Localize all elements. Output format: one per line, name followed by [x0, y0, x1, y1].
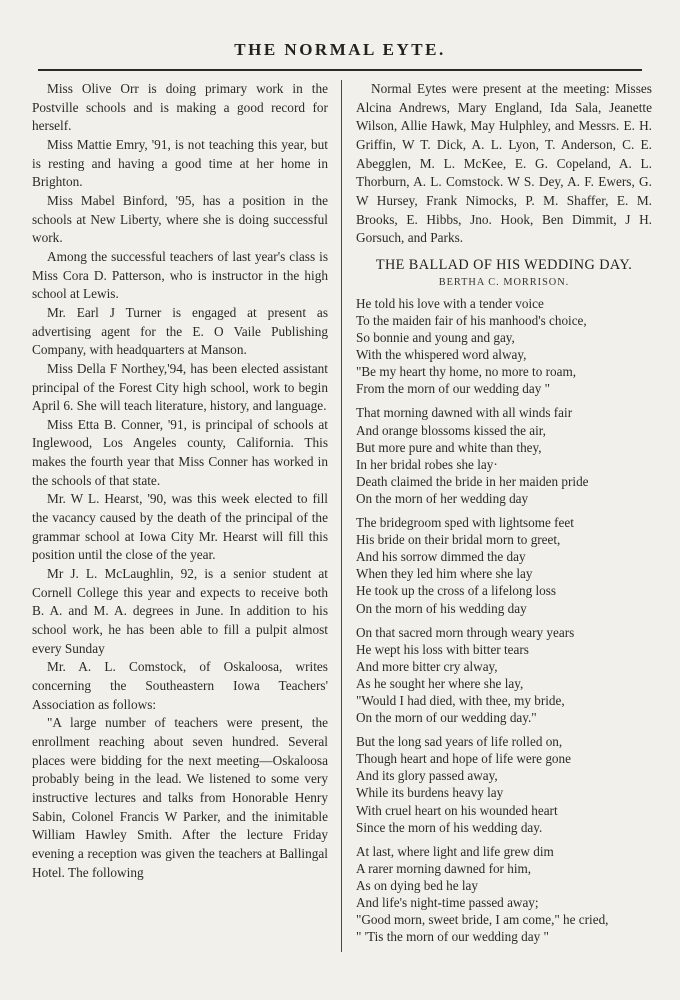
poem-line: Though heart and hope of life were gone	[356, 751, 571, 767]
news-item: Miss Olive Orr is doing primary work in the Postville schools and is making a good record for herself.	[32, 81, 328, 134]
attendees-paragraph: Normal Eytes were present at the meeting: Misses Alcina Andrews, Mary England, Ida Sala, Jeanette Wilson, Allie Hawk, May Hulphley, and Messrs. E. H. Griffin, W T. Dick, A. L. Lyon, T. Anderson, C. E. Abegglen, M. L. McKee, E. G. Copeland, A. L. Thorburn, A. L. Comstock. W S. Dey, A. F. Ewers, G. W Hursey, Frank Nimocks, P. M. Shaffer, E. M. Brooks, E. Hibbs, Jno. Hook, Ben Dimmit, J H. Gorsuch, and Parks.	[356, 81, 652, 246]
poem-line: With the whispered word alway,	[356, 347, 527, 363]
poem-stanza	[356, 843, 652, 946]
poem-line: Since the morn of his wedding day.	[356, 819, 543, 835]
two-column-layout	[32, 80, 652, 952]
poem-line: While its burdens heavy lay	[356, 785, 504, 801]
poem-stanza	[356, 295, 652, 398]
news-item: Among the successful teachers of last year's class is Miss Cora D. Patterson, who is instructor in the high school at Lewis.	[32, 248, 328, 302]
poem-line: He took up the cross of a lifelong loss	[356, 583, 556, 599]
poem-line: He told his love with a tender voice	[356, 295, 544, 311]
news-item: Mr. A. L. Comstock, of Oskaloosa, writes concerning the Southeastern Iowa Teachers' Association as follows:	[32, 659, 328, 712]
poem-line: And its glory passed away,	[356, 768, 498, 784]
poem-line: He wept his loss with bitter tears	[356, 641, 529, 657]
news-item: Miss Mabel Binford, '95, has a position in the schools at New Liberty, where she is doing successful work.	[32, 192, 328, 246]
poem-line: At last, where light and life grew dim	[356, 843, 554, 859]
poem-line: And more bitter cry alway,	[356, 658, 498, 674]
news-item: Mr. Earl J Turner is engaged at present as advertising agent for the E. O Vaile Publishing Company, with headquarters at Manson.	[32, 304, 328, 358]
poem-line: "Good morn, sweet bride, I am come," he cried,	[356, 912, 609, 928]
poem-line: " 'Tis the morn of our wedding day "	[356, 929, 549, 945]
left-column	[32, 80, 342, 952]
news-item: Miss Etta B. Conner, '91, is principal of schools at Inglewood, Los Angeles county, California. This makes the fourth year that Miss Conner has worked in the schools of that state.	[32, 416, 328, 488]
poem-line: That morning dawned with all winds fair	[356, 405, 573, 421]
poem-line: As he sought her where she lay,	[356, 675, 524, 691]
news-item: Mr J. L. McLaughlin, 92, is a senior student at Cornell College this year and expects to receive both B. A. and M. A. degrees in June. In addition to his school work, he has been able to fill a pulpit almost every Sunday	[32, 566, 328, 656]
poem-line: So bonnie and young and gay,	[356, 330, 515, 346]
masthead-rule	[38, 69, 642, 71]
poem-line: But more pure and white than they,	[356, 439, 542, 455]
poem-line: With cruel heart on his wounded heart	[356, 802, 558, 818]
poem-line: On the morn of her wedding day	[356, 490, 529, 506]
poem-line: On the morn of our wedding day."	[356, 710, 537, 726]
poem-stanza	[356, 404, 652, 507]
news-item: Miss Mattie Emry, '91, is not teaching this year, but is resting and having a good time at her home in Brighton.	[32, 136, 328, 190]
news-item: Mr. W L. Hearst, '90, was this week elected to fill the vacancy caused by the death of the principal of the grammar school at Iowa City Mr. Hearst will fill this position until the close of the year.	[32, 491, 328, 563]
news-item: Miss Della F Northey,'94, has been elected assistant principal of the Forest City high school, work to begin April 6. She will teach literature, history, and language.	[32, 360, 328, 414]
right-column	[342, 80, 652, 952]
poem-line: To the maiden fair of his manhood's choice,	[356, 313, 587, 328]
poem-line: From the morn of our wedding day "	[356, 381, 551, 397]
poem-line: "Would I had died, with thee, my bride,	[356, 692, 565, 708]
poem-byline: BERTHA C. MORRISON.	[438, 276, 570, 288]
poem-line: As on dying bed he lay	[356, 877, 478, 893]
poem-title: THE BALLAD OF HIS WEDDING DAY.	[375, 256, 633, 273]
poem-line: And orange blossoms kissed the air,	[356, 422, 546, 438]
news-item: "A large number of teachers were present, the enrollment reaching about seven hundred. Several places were bidding for the next meeting—Oskaloosa probably being in the lead. We listened to some very instructive lectures and talks from Honorable Henry Sabin, Colonel Francis W Parker, and the inimitable William Hawley Smith. After the lecture Friday evening a reception was given the teachers at Ballingal Hotel. The following	[32, 715, 328, 880]
publication-title: THE NORMAL EYTE.	[234, 40, 446, 59]
poem-line: And life's night-time passed away;	[356, 895, 539, 910]
poem-line: But the long sad years of life rolled on,	[356, 734, 563, 750]
masthead	[0, 0, 680, 60]
poem-line: His bride on their bridal morn to greet,	[356, 532, 561, 548]
poem-line: The bridegroom sped with lightsome feet	[356, 515, 574, 531]
poem-line: On that sacred morn through weary years	[356, 624, 575, 640]
poem-stanza	[356, 624, 652, 727]
poem-line: When they led him where she lay	[356, 566, 533, 582]
poem-stanza	[356, 733, 652, 836]
poem-line: In her bridal robes she lay·	[356, 456, 498, 472]
poem-line: And his sorrow dimmed the day	[356, 549, 526, 565]
poem-line: A rarer morning dawned for him,	[356, 860, 532, 876]
poem-stanza	[356, 514, 652, 617]
poem-line: On the morn of his wedding day	[356, 600, 527, 616]
poem-line: "Be my heart thy home, no more to roam,	[356, 364, 576, 380]
poem-line: Death claimed the bride in her maiden pride	[356, 473, 589, 489]
